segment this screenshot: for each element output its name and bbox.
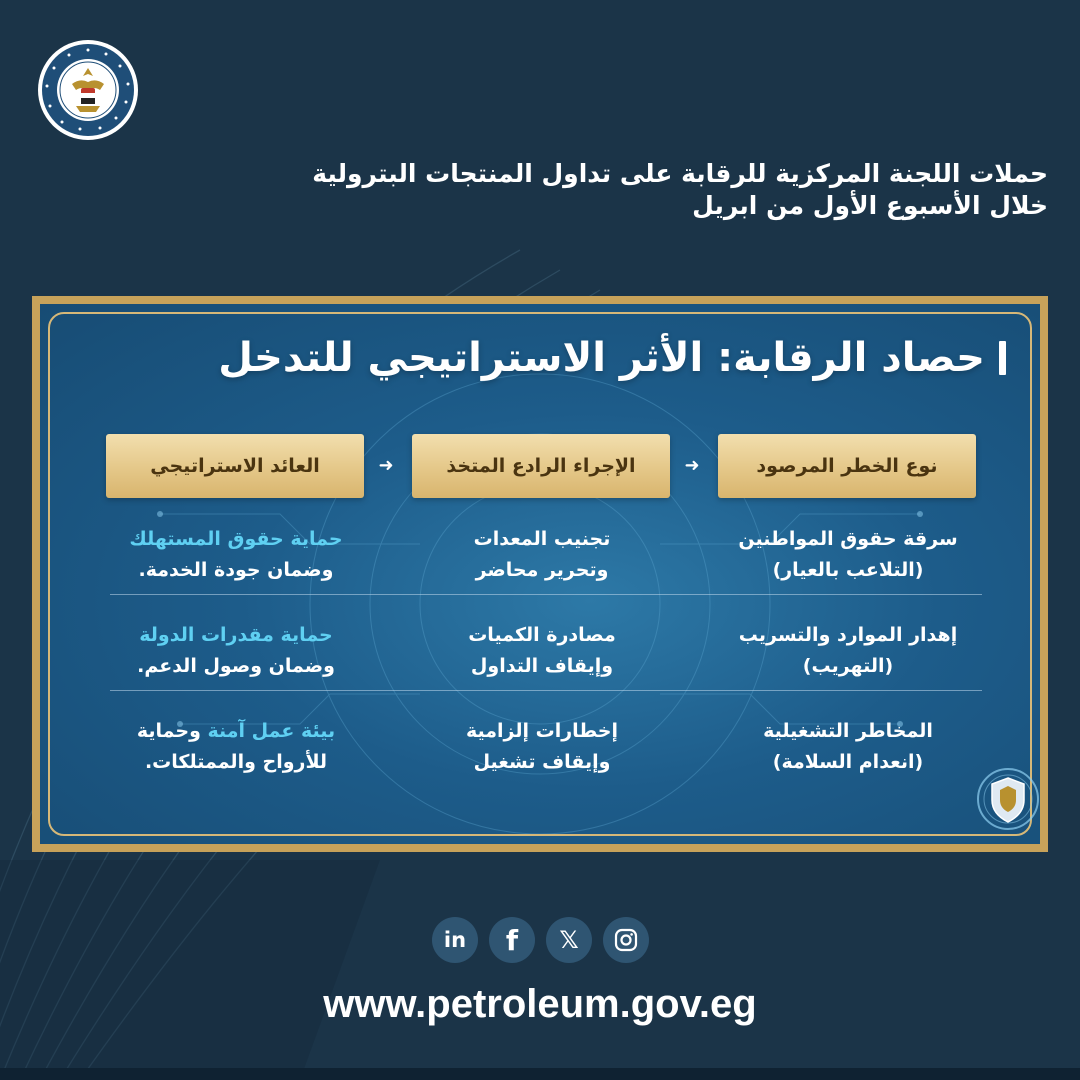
row-1-benefit-highlight: حماية حقوق المستهلك: [129, 528, 343, 550]
row-3-action-line-1: إخطارات إلزامية: [465, 720, 619, 742]
column-header-risk: نوع الخطر المرصود: [718, 434, 976, 498]
row-3-risk: [718, 716, 978, 778]
title-accent-bar: [999, 341, 1006, 375]
row-2-benefit-highlight: حماية مقدرات الدولة: [139, 624, 333, 646]
x-label: 𝕏: [559, 926, 579, 954]
row-1-action-line-2: وتحرير محاضر: [475, 559, 609, 581]
row-3-benefit-part-1: بيئة عمل: [245, 720, 336, 742]
row-1-risk-line-2: (التلاعب بالعيار): [772, 559, 924, 581]
bottom-strip: [0, 1068, 1080, 1080]
card-title: [218, 330, 1006, 386]
row-1-risk-line-1: سرقة حقوق المواطنين: [738, 528, 958, 550]
row-divider: [110, 594, 982, 595]
row-1-benefit: [106, 524, 366, 586]
website-url[interactable]: www.petroleum.gov.eg: [323, 982, 757, 1026]
row-3-benefit-rest: للأرواح والممتلكات.: [144, 751, 328, 773]
row-2-risk: [718, 620, 978, 682]
linkedin-label: in: [443, 928, 467, 952]
headline-line-2: خلال الأسبوع الأول من ابريل: [692, 191, 1048, 220]
arrow-right-icon: ➜: [684, 455, 700, 476]
instagram-icon[interactable]: [603, 917, 649, 963]
row-2-risk-line-2: (التهريب): [802, 655, 894, 677]
headline-line-1: حملات اللجنة المركزية للرقابة على تداول المنتجات البترولية: [312, 159, 1048, 188]
shield-badge-icon: [976, 764, 1040, 834]
card-title-text: حصاد الرقابة: الأثر الاستراتيجي للتدخل: [218, 335, 985, 381]
infographic-card: [40, 304, 1040, 844]
row-2-benefit-rest: وضمان وصول الدعم.: [137, 655, 335, 677]
row-3-benefit-highlight: آمنة: [207, 720, 246, 742]
row-2-action-line-1: مصادرة الكميات: [468, 624, 616, 646]
row-3-benefit-part-2: وحماية: [136, 720, 208, 742]
row-3-benefit: [106, 716, 366, 778]
x-icon[interactable]: [546, 917, 592, 963]
column-header-benefit: العائد الاستراتيجي: [106, 434, 364, 498]
row-2-action: [412, 620, 672, 682]
row-1-action-line-1: تجنيب المعدات: [473, 528, 611, 550]
row-1-risk: [718, 524, 978, 586]
instagram-glyph: [614, 928, 638, 952]
row-3-risk-line-2: (انعدام السلامة): [772, 751, 924, 773]
facebook-icon[interactable]: [489, 917, 535, 963]
column-header-action: الإجراء الرادع المتخذ: [412, 434, 670, 498]
row-2-action-line-2: وإيقاف التداول: [470, 655, 614, 677]
facebook-label: f: [505, 923, 519, 957]
row-divider: [110, 690, 982, 691]
headline: [288, 158, 1048, 222]
arrow-right-icon: ➜: [378, 455, 394, 476]
row-3-risk-line-1: المخاطر التشغيلية: [763, 720, 933, 742]
row-3-action: [412, 716, 672, 778]
row-3-action-line-2: وإيقاف تشغيل: [473, 751, 611, 773]
row-2-benefit: [106, 620, 366, 682]
row-1-benefit-rest: وضمان جودة الخدمة.: [138, 559, 334, 581]
ministry-logo: [36, 38, 140, 142]
linkedin-icon[interactable]: [432, 917, 478, 963]
row-1-action: [412, 524, 672, 586]
row-2-risk-line-1: إهدار الموارد والتسريب: [738, 624, 958, 646]
row-3-benefit-line-1: [106, 716, 366, 747]
infographic-frame: [32, 296, 1048, 852]
